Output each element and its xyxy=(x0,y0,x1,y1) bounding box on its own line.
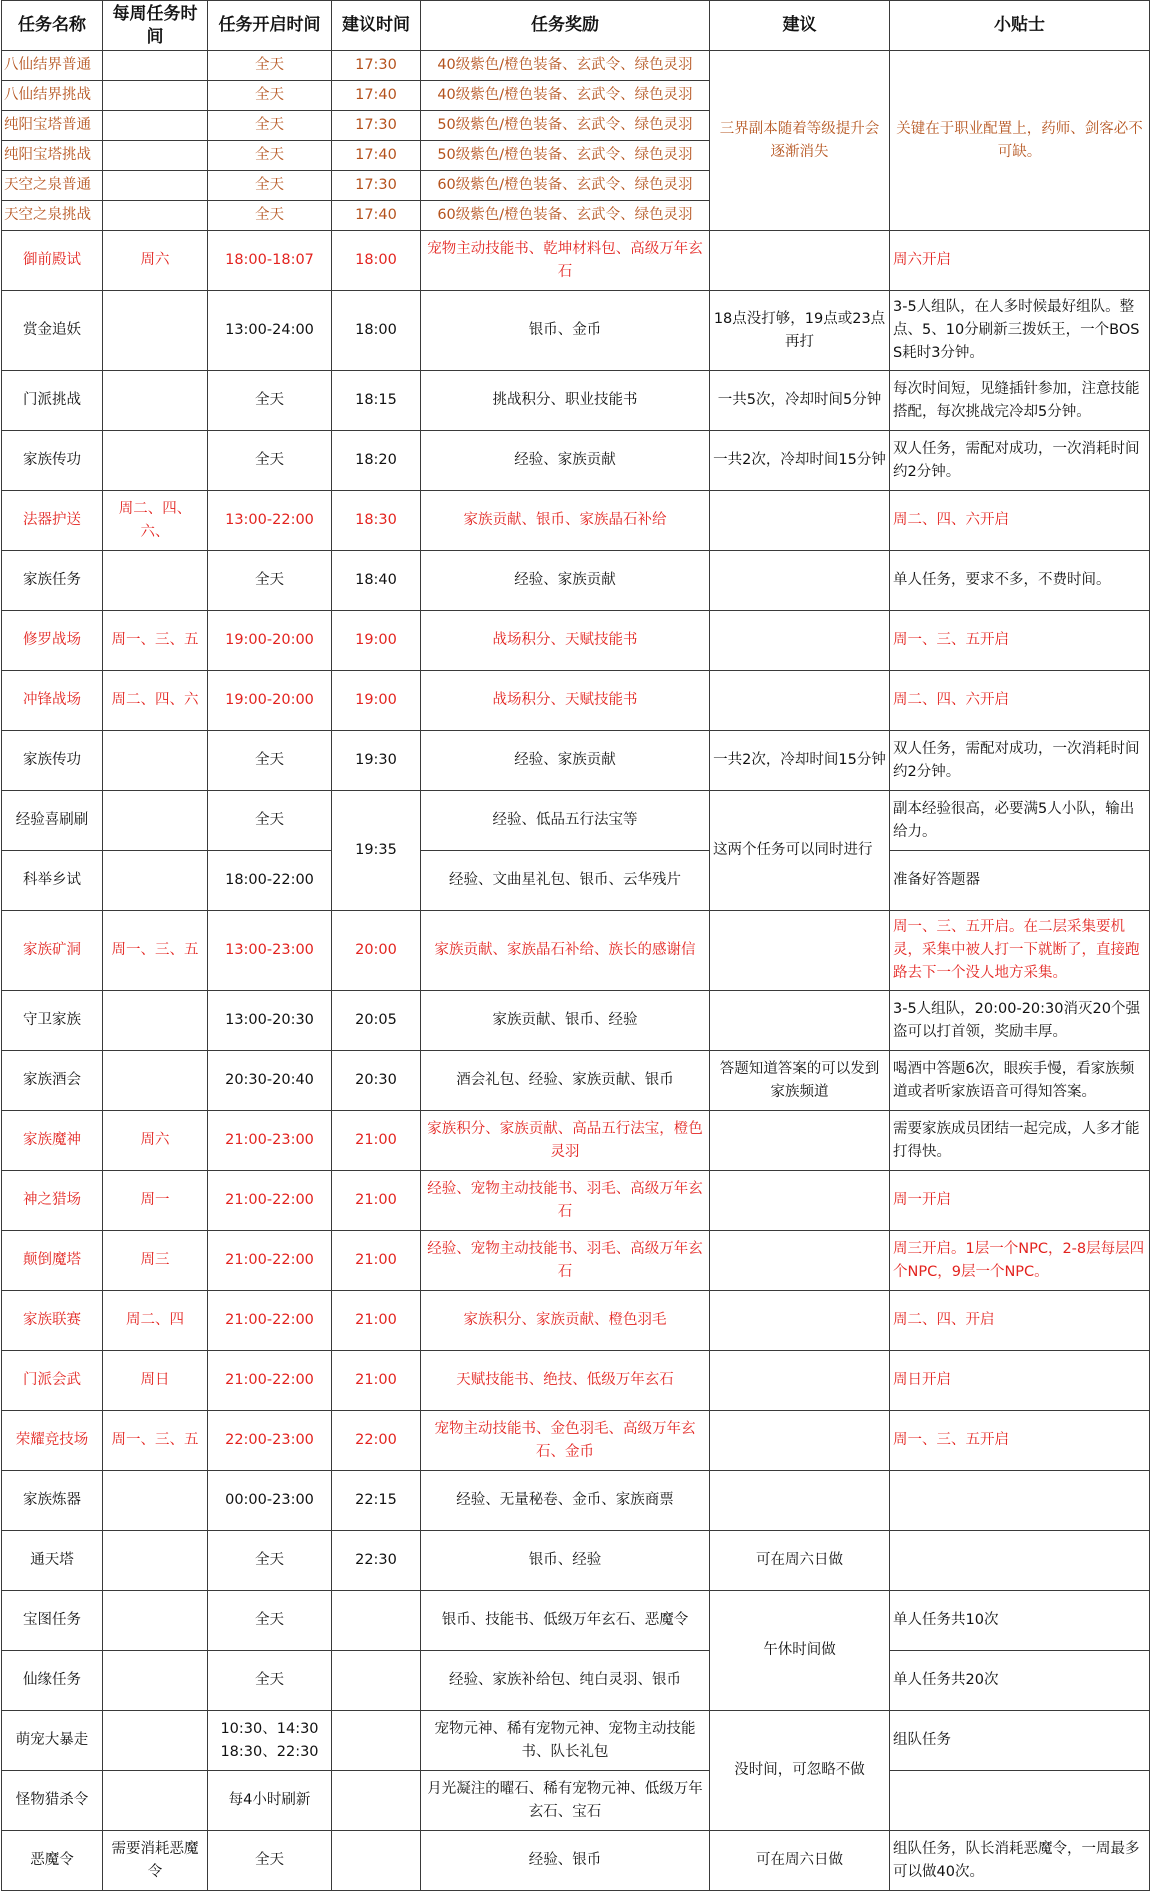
reward: 家族贡献、银币、家族晶石补给 xyxy=(421,491,710,551)
suggested-time: 17:30 xyxy=(332,171,421,201)
table-row xyxy=(2,1231,1150,1291)
task-name: 神之猎场 xyxy=(2,1171,103,1231)
reward: 40级紫色/橙色装备、玄武令、绿色灵羽 xyxy=(421,51,710,81)
tip: 3-5人组队，20:00-20:30消灭20个强盗可以打首领，奖励丰厚。 xyxy=(890,991,1150,1051)
suggested-time: 17:30 xyxy=(332,111,421,141)
table-row xyxy=(2,51,1150,81)
weekly-time: 周二、四、六、 xyxy=(103,491,208,551)
reward: 50级紫色/橙色装备、玄武令、绿色灵羽 xyxy=(421,141,710,171)
table-row xyxy=(2,1531,1150,1591)
open-time: 00:00-23:00 xyxy=(208,1471,332,1531)
weekly-time xyxy=(103,431,208,491)
suggested-time: 21:00 xyxy=(332,1231,421,1291)
task-name: 门派会武 xyxy=(2,1351,103,1411)
weekly-time: 周一、三、五 xyxy=(103,611,208,671)
tip: 周日开启 xyxy=(890,1351,1150,1411)
col-header-open-time: 任务开启时间 xyxy=(208,1,332,51)
suggested-time: 17:40 xyxy=(332,201,421,231)
weekly-time xyxy=(103,851,208,911)
table-row xyxy=(2,491,1150,551)
reward: 经验、无量秘卷、金币、家族商票 xyxy=(421,1471,710,1531)
suggestion xyxy=(710,1291,890,1351)
suggestion-merged: 这两个任务可以同时进行 xyxy=(710,791,890,911)
suggested-time: 20:30 xyxy=(332,1051,421,1111)
open-time: 21:00-23:00 xyxy=(208,1111,332,1171)
open-time: 18:00-22:00 xyxy=(208,851,332,911)
tip: 周一、三、五开启 xyxy=(890,1411,1150,1471)
table-row xyxy=(2,371,1150,431)
suggestion xyxy=(710,1111,890,1171)
weekly-time: 周一 xyxy=(103,1171,208,1231)
suggestion-merged: 三界副本随着等级提升会逐渐消失 xyxy=(710,51,890,231)
table-row xyxy=(2,851,1150,911)
tip: 周二、四、六开启 xyxy=(890,491,1150,551)
table-row xyxy=(2,1711,1150,1771)
weekly-time xyxy=(103,201,208,231)
weekly-time xyxy=(103,551,208,611)
table-row xyxy=(2,671,1150,731)
table-row xyxy=(2,1111,1150,1171)
tip: 双人任务，需配对成功，一次消耗时间约2分钟。 xyxy=(890,731,1150,791)
task-name: 家族传功 xyxy=(2,731,103,791)
reward: 家族贡献、家族晶石补给、族长的感谢信 xyxy=(421,911,710,991)
suggestion-merged: 没时间，可忽略不做 xyxy=(710,1711,890,1831)
open-time: 全天 xyxy=(208,431,332,491)
open-time: 全天 xyxy=(208,201,332,231)
tip: 周一、三、五开启 xyxy=(890,611,1150,671)
tip: 组队任务，队长消耗恶魔令，一周最多可以做40次。 xyxy=(890,1831,1150,1891)
table-row xyxy=(2,731,1150,791)
col-header-weekly-time: 每周任务时间 xyxy=(103,1,208,51)
weekly-time: 需要消耗恶魔令 xyxy=(103,1831,208,1891)
reward: 经验、宠物主动技能书、羽毛、高级万年玄石 xyxy=(421,1231,710,1291)
weekly-time: 周六 xyxy=(103,1111,208,1171)
tip: 双人任务，需配对成功，一次消耗时间约2分钟。 xyxy=(890,431,1150,491)
task-name: 守卫家族 xyxy=(2,991,103,1051)
task-name: 赏金追妖 xyxy=(2,291,103,371)
reward: 酒会礼包、经验、家族贡献、银币 xyxy=(421,1051,710,1111)
open-time: 全天 xyxy=(208,141,332,171)
suggested-time xyxy=(332,1711,421,1771)
weekly-time xyxy=(103,1591,208,1651)
suggested-time: 21:00 xyxy=(332,1171,421,1231)
suggestion xyxy=(710,671,890,731)
open-time: 20:30-20:40 xyxy=(208,1051,332,1111)
weekly-time xyxy=(103,111,208,141)
suggested-time: 17:40 xyxy=(332,141,421,171)
tip xyxy=(890,1771,1150,1831)
open-time: 全天 xyxy=(208,551,332,611)
table-row xyxy=(2,1411,1150,1471)
suggested-time xyxy=(332,1831,421,1891)
task-name: 御前殿试 xyxy=(2,231,103,291)
task-name: 颠倒魔塔 xyxy=(2,1231,103,1291)
open-time: 全天 xyxy=(208,791,332,851)
reward: 家族积分、家族贡献、高品五行法宝，橙色灵羽 xyxy=(421,1111,710,1171)
table-row xyxy=(2,1831,1150,1891)
reward: 宠物主动技能书、金色羽毛、高级万年玄石、金币 xyxy=(421,1411,710,1471)
task-name: 荣耀竞技场 xyxy=(2,1411,103,1471)
weekly-time xyxy=(103,51,208,81)
weekly-time xyxy=(103,991,208,1051)
table-row xyxy=(2,291,1150,371)
reward: 银币、经验 xyxy=(421,1531,710,1591)
reward: 经验、家族补给包、纯白灵羽、银币 xyxy=(421,1651,710,1711)
table-row xyxy=(2,1591,1150,1651)
suggested-time: 20:05 xyxy=(332,991,421,1051)
reward: 挑战积分、职业技能书 xyxy=(421,371,710,431)
task-name: 通天塔 xyxy=(2,1531,103,1591)
table-row xyxy=(2,991,1150,1051)
weekly-time xyxy=(103,1471,208,1531)
weekly-time xyxy=(103,291,208,371)
suggested-time: 18:00 xyxy=(332,291,421,371)
table-row xyxy=(2,551,1150,611)
task-name: 天空之泉挑战 xyxy=(2,201,103,231)
tip: 需要家族成员团结一起完成，人多才能打得快。 xyxy=(890,1111,1150,1171)
table-row xyxy=(2,231,1150,291)
reward: 经验、文曲星礼包、银币、云华残片 xyxy=(421,851,710,911)
open-time: 22:00-23:00 xyxy=(208,1411,332,1471)
tip-merged: 关键在于职业配置上，药师、剑客必不可缺。 xyxy=(890,51,1150,231)
suggested-time xyxy=(332,1591,421,1651)
task-name: 天空之泉普通 xyxy=(2,171,103,201)
reward: 经验、家族贡献 xyxy=(421,551,710,611)
task-name: 家族任务 xyxy=(2,551,103,611)
reward: 天赋技能书、绝技、低级万年玄石 xyxy=(421,1351,710,1411)
task-name: 家族酒会 xyxy=(2,1051,103,1111)
tip: 准备好答题器 xyxy=(890,851,1150,911)
task-name: 家族炼器 xyxy=(2,1471,103,1531)
weekly-time: 周一、三、五 xyxy=(103,911,208,991)
reward: 50级紫色/橙色装备、玄武令、绿色灵羽 xyxy=(421,111,710,141)
weekly-time: 周二、四、六 xyxy=(103,671,208,731)
open-time: 18:00-18:07 xyxy=(208,231,332,291)
task-name: 门派挑战 xyxy=(2,371,103,431)
suggestion: 18点没打够，19点或23点再打 xyxy=(710,291,890,371)
suggestion xyxy=(710,911,890,991)
reward: 经验、低品五行法宝等 xyxy=(421,791,710,851)
tip: 喝酒中答题6次，眼疾手慢，看家族频道或者听家族语音可得知答案。 xyxy=(890,1051,1150,1111)
reward: 战场积分、天赋技能书 xyxy=(421,611,710,671)
col-header-suggested-time: 建议时间 xyxy=(332,1,421,51)
suggestion xyxy=(710,551,890,611)
suggested-time: 22:00 xyxy=(332,1411,421,1471)
task-name: 经验喜刷刷 xyxy=(2,791,103,851)
suggestion: 可在周六日做 xyxy=(710,1531,890,1591)
suggested-time: 22:30 xyxy=(332,1531,421,1591)
col-header-suggestion: 建议 xyxy=(710,1,890,51)
reward: 经验、银币 xyxy=(421,1831,710,1891)
open-time: 10:30、14:30 18:30、22:30 xyxy=(208,1711,332,1771)
suggestion xyxy=(710,1171,890,1231)
reward: 40级紫色/橙色装备、玄武令、绿色灵羽 xyxy=(421,81,710,111)
weekly-time xyxy=(103,731,208,791)
table-row xyxy=(2,1471,1150,1531)
reward: 银币、技能书、低级万年玄石、恶魔令 xyxy=(421,1591,710,1651)
task-name: 萌宠大暴走 xyxy=(2,1711,103,1771)
suggested-time: 21:00 xyxy=(332,1291,421,1351)
suggested-time: 17:40 xyxy=(332,81,421,111)
suggested-time: 18:40 xyxy=(332,551,421,611)
reward: 60级紫色/橙色装备、玄武令、绿色灵羽 xyxy=(421,201,710,231)
task-name: 宝图任务 xyxy=(2,1591,103,1651)
weekly-time xyxy=(103,371,208,431)
reward: 经验、宠物主动技能书、羽毛、高级万年玄石 xyxy=(421,1171,710,1231)
open-time: 13:00-22:00 xyxy=(208,491,332,551)
task-name: 家族矿洞 xyxy=(2,911,103,991)
reward: 60级紫色/橙色装备、玄武令、绿色灵羽 xyxy=(421,171,710,201)
suggestion xyxy=(710,611,890,671)
table-row xyxy=(2,791,1150,851)
task-name: 八仙结界普通 xyxy=(2,51,103,81)
task-name: 怪物猎杀令 xyxy=(2,1771,103,1831)
open-time: 19:00-20:00 xyxy=(208,611,332,671)
suggested-time: 18:30 xyxy=(332,491,421,551)
reward: 战场积分、天赋技能书 xyxy=(421,671,710,731)
open-time: 每4小时刷新 xyxy=(208,1771,332,1831)
suggested-time-merged: 19:35 xyxy=(332,791,421,911)
suggestion xyxy=(710,1471,890,1531)
open-time: 全天 xyxy=(208,731,332,791)
task-name: 家族魔神 xyxy=(2,1111,103,1171)
tip: 单人任务共20次 xyxy=(890,1651,1150,1711)
suggestion xyxy=(710,1351,890,1411)
task-name: 修罗战场 xyxy=(2,611,103,671)
weekly-time: 周一、三、五 xyxy=(103,1411,208,1471)
open-time: 21:00-22:00 xyxy=(208,1351,332,1411)
open-time: 21:00-22:00 xyxy=(208,1291,332,1351)
task-name: 八仙结界挑战 xyxy=(2,81,103,111)
table-row xyxy=(2,1291,1150,1351)
task-name: 恶魔令 xyxy=(2,1831,103,1891)
reward: 银币、金币 xyxy=(421,291,710,371)
open-time: 全天 xyxy=(208,171,332,201)
open-time: 全天 xyxy=(208,1831,332,1891)
weekly-time: 周二、四 xyxy=(103,1291,208,1351)
open-time: 全天 xyxy=(208,371,332,431)
reward: 宠物主动技能书、乾坤材料包、高级万年玄石 xyxy=(421,231,710,291)
suggested-time: 19:30 xyxy=(332,731,421,791)
suggestion: 可在周六日做 xyxy=(710,1831,890,1891)
table-row xyxy=(2,1351,1150,1411)
suggestion xyxy=(710,1411,890,1471)
suggested-time: 19:00 xyxy=(332,671,421,731)
task-name: 家族联赛 xyxy=(2,1291,103,1351)
weekly-time xyxy=(103,791,208,851)
weekly-time xyxy=(103,141,208,171)
task-name: 科举乡试 xyxy=(2,851,103,911)
suggestion: 答题知道答案的可以发到家族频道 xyxy=(710,1051,890,1111)
tip: 周二、四、六开启 xyxy=(890,671,1150,731)
suggested-time: 17:30 xyxy=(332,51,421,81)
suggestion: 一共2次，冷却时间15分钟 xyxy=(710,431,890,491)
weekly-time xyxy=(103,1711,208,1771)
suggestion: 一共2次，冷却时间15分钟 xyxy=(710,731,890,791)
tip: 副本经验很高，必要满5人小队，输出给力。 xyxy=(890,791,1150,851)
suggested-time: 21:00 xyxy=(332,1111,421,1171)
tip: 单人任务，要求不多，不费时间。 xyxy=(890,551,1150,611)
reward: 经验、家族贡献 xyxy=(421,731,710,791)
table-row xyxy=(2,1651,1150,1711)
tip xyxy=(890,1531,1150,1591)
tip: 周一开启 xyxy=(890,1171,1150,1231)
task-name: 仙缘任务 xyxy=(2,1651,103,1711)
weekly-time: 周三 xyxy=(103,1231,208,1291)
suggested-time: 18:20 xyxy=(332,431,421,491)
tip: 组队任务 xyxy=(890,1711,1150,1771)
tip: 周三开启。1层一个NPC，2-8层每层四个NPC，9层一个NPC。 xyxy=(890,1231,1150,1291)
open-time: 21:00-22:00 xyxy=(208,1231,332,1291)
suggestion: 一共5次，冷却时间5分钟 xyxy=(710,371,890,431)
suggestion-merged: 午休时间做 xyxy=(710,1591,890,1711)
suggestion xyxy=(710,231,890,291)
suggested-time xyxy=(332,1771,421,1831)
table-row xyxy=(2,911,1150,991)
task-name: 纯阳宝塔挑战 xyxy=(2,141,103,171)
suggested-time: 22:15 xyxy=(332,1471,421,1531)
open-time: 全天 xyxy=(208,1651,332,1711)
table-row xyxy=(2,1171,1150,1231)
open-time: 13:00-20:30 xyxy=(208,991,332,1051)
weekly-time: 周日 xyxy=(103,1351,208,1411)
weekly-time: 周六 xyxy=(103,231,208,291)
tip: 单人任务共10次 xyxy=(890,1591,1150,1651)
tip: 3-5人组队，在人多时候最好组队。整点、5、10分刷新三拨妖王，一个BOSS耗时3分钟。 xyxy=(890,291,1150,371)
task-schedule-table xyxy=(1,0,1150,1891)
open-time: 全天 xyxy=(208,81,332,111)
suggestion xyxy=(710,991,890,1051)
table-row xyxy=(2,1771,1150,1831)
reward: 家族贡献、银币、经验 xyxy=(421,991,710,1051)
reward: 宠物元神、稀有宠物元神、宠物主动技能书、队长礼包 xyxy=(421,1711,710,1771)
open-time: 19:00-20:00 xyxy=(208,671,332,731)
weekly-time xyxy=(103,1531,208,1591)
weekly-time xyxy=(103,1651,208,1711)
open-time: 全天 xyxy=(208,111,332,141)
table-row xyxy=(2,611,1150,671)
col-header-tip: 小贴士 xyxy=(890,1,1150,51)
weekly-time xyxy=(103,1051,208,1111)
task-name: 纯阳宝塔普通 xyxy=(2,111,103,141)
col-header-task-name: 任务名称 xyxy=(2,1,103,51)
weekly-time xyxy=(103,1771,208,1831)
tip: 周二、四、开启 xyxy=(890,1291,1150,1351)
reward: 家族积分、家族贡献、橙色羽毛 xyxy=(421,1291,710,1351)
col-header-reward: 任务奖励 xyxy=(421,1,710,51)
suggested-time: 18:15 xyxy=(332,371,421,431)
open-time: 全天 xyxy=(208,51,332,81)
open-time: 21:00-22:00 xyxy=(208,1171,332,1231)
suggested-time xyxy=(332,1651,421,1711)
reward: 月光凝注的曜石、稀有宠物元神、低级万年玄石、宝石 xyxy=(421,1771,710,1831)
task-name: 法器护送 xyxy=(2,491,103,551)
tip: 周六开启 xyxy=(890,231,1150,291)
weekly-time xyxy=(103,171,208,201)
suggested-time: 19:00 xyxy=(332,611,421,671)
header-row xyxy=(2,1,1150,51)
suggestion xyxy=(710,491,890,551)
task-name: 家族传功 xyxy=(2,431,103,491)
suggested-time: 18:00 xyxy=(332,231,421,291)
open-time: 13:00-23:00 xyxy=(208,911,332,991)
open-time: 全天 xyxy=(208,1591,332,1651)
open-time: 全天 xyxy=(208,1531,332,1591)
task-name: 冲锋战场 xyxy=(2,671,103,731)
tip xyxy=(890,1471,1150,1531)
suggested-time: 21:00 xyxy=(332,1351,421,1411)
weekly-time xyxy=(103,81,208,111)
table-row xyxy=(2,1051,1150,1111)
open-time: 13:00-24:00 xyxy=(208,291,332,371)
tip: 每次时间短，见缝插针参加，注意技能搭配，每次挑战完冷却5分钟。 xyxy=(890,371,1150,431)
tip: 周一、三、五开启。在二层采集要机灵，采集中被人打一下就断了，直接跑路去下一个没人地方采集。 xyxy=(890,911,1150,991)
suggestion xyxy=(710,1231,890,1291)
table-row xyxy=(2,431,1150,491)
reward: 经验、家族贡献 xyxy=(421,431,710,491)
suggested-time: 20:00 xyxy=(332,911,421,991)
